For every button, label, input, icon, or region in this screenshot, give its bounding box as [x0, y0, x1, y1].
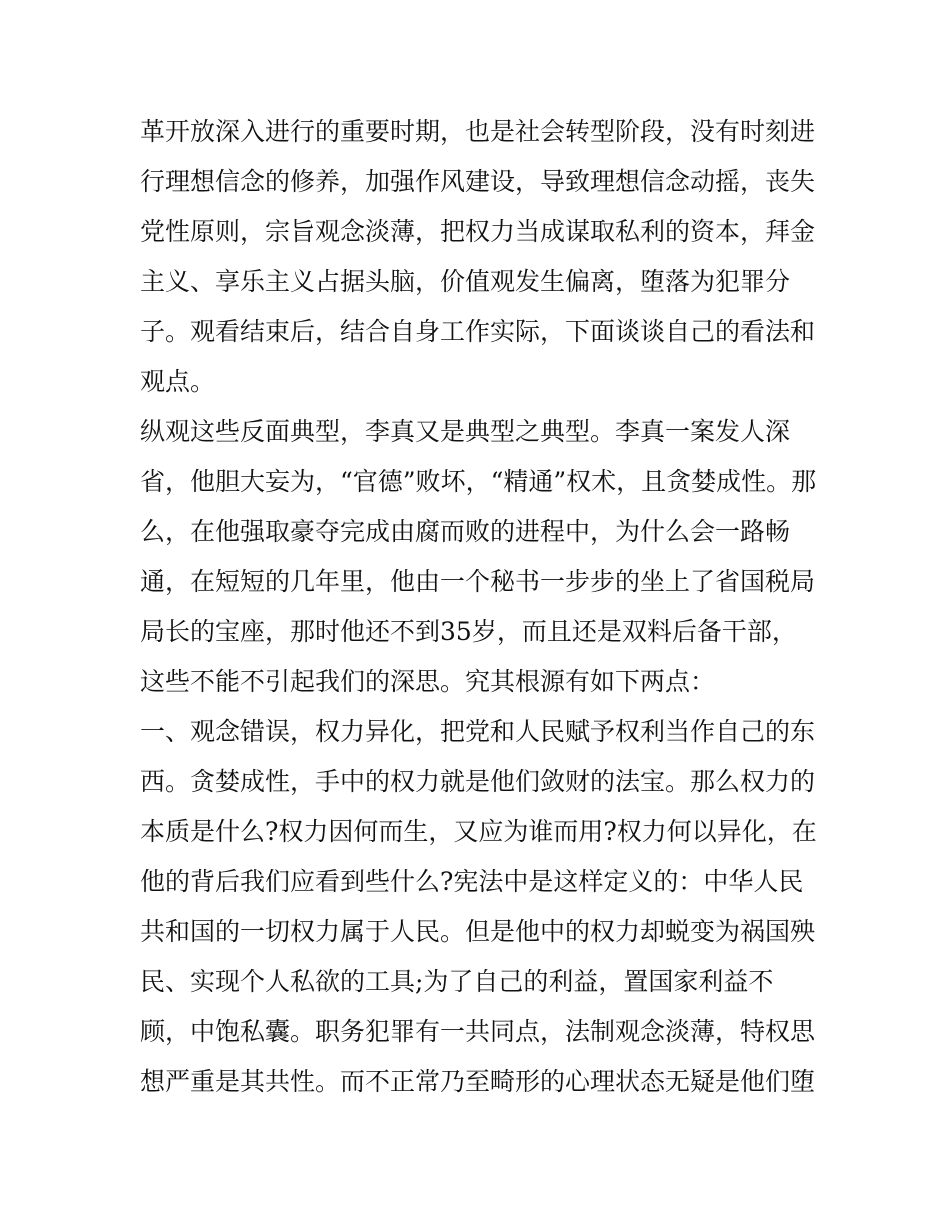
text-line: 局长的宝座，那时他还不到35岁，而且还是双料后备干部，	[140, 617, 797, 646]
text-line: 本质是什么?权力因何而生，又应为谁而用?权力何以异化，在	[140, 817, 817, 846]
text-line: 省，他胆大妄为，“官德”败坏，“精通”权术，且贪婪成性。那	[140, 467, 817, 496]
text-line: 么，在他强取豪夺完成由腐而败的进程中，为什么会一路畅	[140, 517, 791, 546]
text-line: 行理想信念的修养，加强作风建设，导致理想信念动摇，丧失	[140, 167, 816, 196]
document-body	[140, 107, 820, 1107]
text-line: 党性原则，宗旨观念淡薄，把权力当成谋取私利的资本，拜金	[140, 217, 816, 246]
text-line: 子。观看结束后，结合自身工作实际，下面谈谈自己的看法和	[140, 317, 816, 346]
text-line: 他的背后我们应看到些什么?宪法中是这样定义的：中华人民	[140, 867, 804, 896]
text-line: 顾，中饱私囊。职务犯罪有一共同点，法制观念淡薄，特权思	[140, 1017, 816, 1046]
text-line: 通，在短短的几年里，他由一个秘书一步步的坐上了省国税局	[140, 567, 816, 596]
text-line: 革开放深入进行的重要时期，也是社会转型阶段，没有时刻进	[140, 117, 816, 146]
text-line: 共和国的一切权力属于人民。但是他中的权力却蜕变为祸国殃	[140, 917, 816, 946]
text-line: 西。贪婪成性，手中的权力就是他们敛财的法宝。那么权力的	[140, 767, 816, 796]
text-line: 民、实现个人私欲的工具;为了自己的利益，置国家利益不	[140, 967, 774, 996]
text-line: 纵观这些反面典型，李真又是典型之典型。李真一案发人深	[140, 417, 791, 446]
text-line: 主义、享乐主义占据头脑，价值观发生偏离，堕落为犯罪分	[140, 267, 791, 296]
text-line: 这些不能不引起我们的深思。究其根源有如下两点：	[140, 667, 716, 696]
text-line: 想严重是其共性。而不正常乃至畸形的心理状态无疑是他们堕	[140, 1067, 816, 1096]
text-line: 一、观念错误，权力异化，把党和人民赋予权利当作自己的东	[140, 717, 816, 746]
text-line: 观点。	[140, 367, 216, 396]
